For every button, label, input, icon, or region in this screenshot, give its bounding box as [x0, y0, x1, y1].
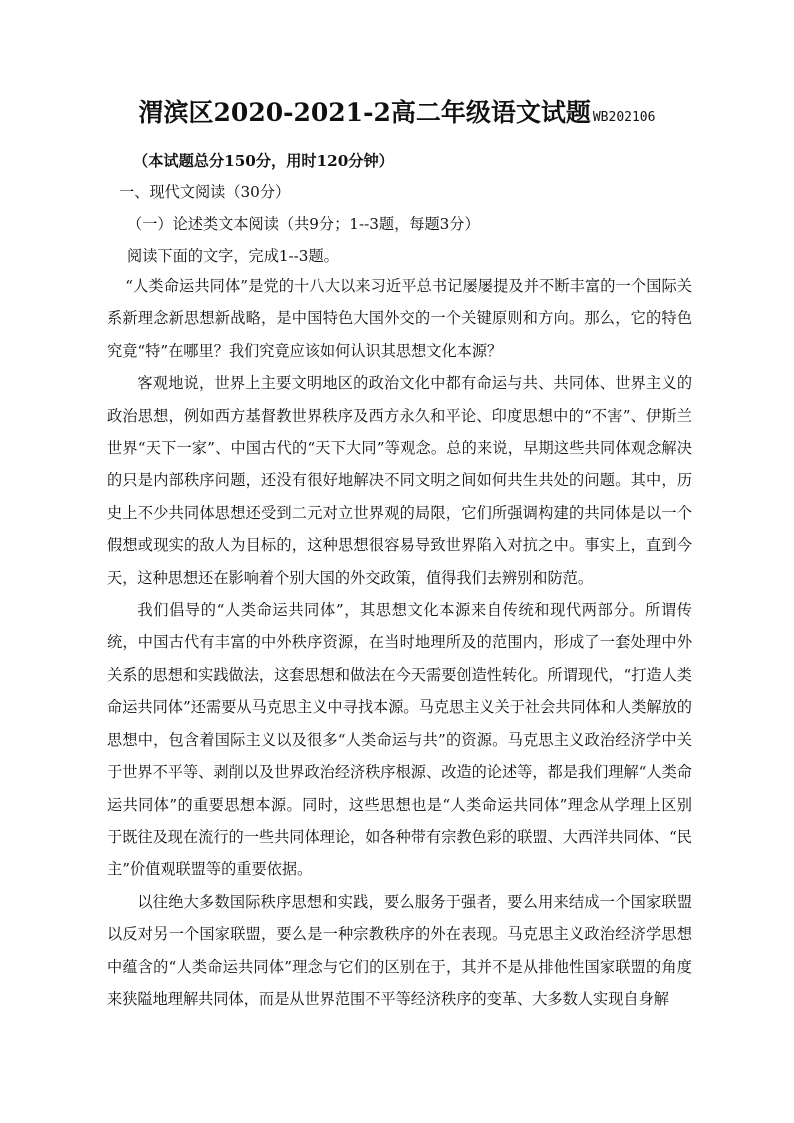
subsection-heading: （一）论述类文本阅读（共9分；1--3题，每题3分）	[127, 215, 480, 233]
section-heading: 一、现代文阅读（30分）	[119, 183, 291, 201]
document-title	[0, 93, 794, 129]
paragraph-3: 我们倡导的“人类命运共同体”，其思想文化本源来自传统和现代两部分。所谓传统，中国古代有丰富的中外秩序资源，在当时地理所及的范围内，形成了一套处理中外关系的思想和实践做法，这套思想和做法在今天需要创造性转化。所谓现代，“打造人类命运共同体”还需要从马克思主义中寻找本源。马克思主义关于社会共同体和人类解放的思想中，包含着国际主义以及很多“人类命运与共”的资源。马克思主义政治经济学中关于世界不平等、剥削以及世界政治经济秩序根源、改造的论述等，都是我们理解“人类命运共同体”的重要思想本源。同时，这些思想也是“人类命运共同体”理念从学理上区别于既往及现在流行的一些共同体理论，如各种带有宗教色彩的联盟、大西洋共同体、“民主”价值观联盟等的重要依据。	[107, 601, 692, 879]
title-text: 渭滨区2020-2021-2高二年级语文试题	[138, 98, 591, 127]
paragraph-1: “人类命运共同体”是党的十八大以来习近平总书记屡屡提及并不断丰富的一个国际关系新理念新思想新战略，是中国特色大国外交的一个关键原则和方向。那么，它的特色究竟“特”在哪里？我们究竟应该如何认识其思想文化本源？	[107, 277, 692, 360]
exam-code: WB202106	[592, 110, 656, 125]
paragraph-2: 客观地说，世界上主要文明地区的政治文化中都有命运与共、共同体、世界主义的政治思想，例如西方基督教世界秩序及西方永久和平论、印度思想中的“不害”、伊斯兰世界“天下一家”、中国古代的“天下大同”等观念。总的来说，早期这些共同体观念解决的只是内部秩序问题，还没有很好地解决不同文明之间如何共生共处的问题。其中，历史上不少共同体思想还受到二元对立世界观的局限，它们所强调构建的共同体是以一个假想或现实的敌人为目标的，这种思想很容易导致世界陷入对抗之中。事实上，直到今天，这种思想还在影响着个别大国的外交政策，值得我们去辨别和防范。	[107, 374, 692, 587]
reading-instruction: 阅读下面的文字，完成1--3题。	[127, 247, 339, 265]
exam-info: （本试题总分150分，用时120分钟）	[133, 152, 394, 170]
article-body	[107, 270, 692, 1015]
paragraph-4: 以往绝大多数国际秩序思想和实践，要么服务于强者，要么用来结成一个国家联盟以反对另一个国家联盟，要么是一种宗教秩序的外在表现。马克思主义政治经济学思想中蕴含的“人类命运共同体”理念与它们的区别在于，其并不是从排他性国家联盟的角度来狭隘地理解共同体，而是从世界范围不平等经济秩序的变革、大多数人实现自身解	[107, 892, 692, 1008]
